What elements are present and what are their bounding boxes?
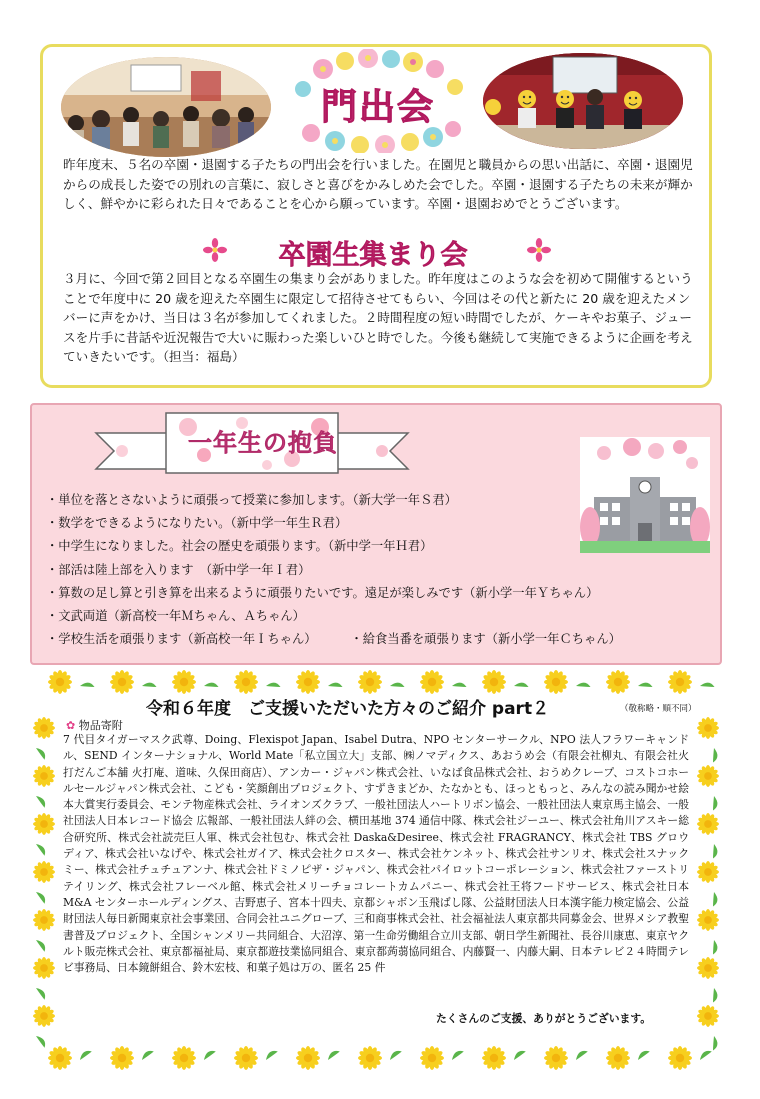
leaf-icon <box>36 890 47 905</box>
thanks-message: たくさんのご支援、ありがとうございます。 <box>436 1012 652 1025</box>
dandelion-icon <box>33 717 55 739</box>
goal-item: ・算数の足し算と引き算を出来るように頑張りたいです。遠足が楽しみです（新小学一年Ｙちゃん） <box>46 585 599 600</box>
leaf-icon <box>450 1049 465 1060</box>
leaf-icon <box>36 1034 47 1049</box>
leaf-icon <box>452 680 467 691</box>
leaf-icon <box>80 680 95 691</box>
dandelion-icon <box>668 1046 692 1070</box>
goal-item <box>46 628 726 651</box>
dandelion-icon <box>420 1046 444 1070</box>
leaf-icon <box>36 938 47 953</box>
dandelion-icon <box>697 957 719 979</box>
leaf-icon <box>698 1049 713 1060</box>
leaf-icon <box>388 1049 403 1060</box>
leaf-icon <box>709 892 720 907</box>
leaf-icon <box>709 748 720 763</box>
leaf-icon <box>709 988 720 1003</box>
farewell-party-photo <box>61 57 271 157</box>
leaf-icon <box>142 680 157 691</box>
goal-item-left: ・学校生活を頑張ります（新高校一年Ｉちゃん） <box>46 632 311 647</box>
dandelion-icon <box>358 1046 382 1070</box>
dandelion-icon <box>697 1005 719 1027</box>
leaf-icon <box>636 1049 651 1060</box>
supporters-title: 令和６年度 ご支援いただいた方々のご紹介 part２ <box>146 699 550 719</box>
dandelion-icon <box>697 861 719 883</box>
dandelion-icon <box>48 1046 72 1070</box>
dandelion-icon <box>33 957 55 979</box>
dandelion-icon <box>33 861 55 883</box>
dandelion-icon <box>172 670 196 694</box>
dandelion-icon <box>33 813 55 835</box>
leaf-icon <box>709 796 720 811</box>
leaf-icon <box>328 680 343 691</box>
leaf-icon <box>78 1049 93 1060</box>
leaf-icon <box>202 1049 217 1060</box>
leaf-icon <box>574 1049 589 1060</box>
goals-section <box>30 403 722 665</box>
dandelion-icon <box>358 670 382 694</box>
supporters-section <box>30 670 722 1070</box>
dandelion-icon <box>420 670 444 694</box>
donation-category <box>66 717 123 733</box>
alumni-title: 卒園生集まり会 <box>278 240 468 271</box>
dandelion-icon <box>234 1046 258 1070</box>
leaf-icon <box>709 844 720 859</box>
dandelion-icon <box>697 765 719 787</box>
leaf-icon <box>36 986 47 1001</box>
leaf-icon <box>36 794 47 809</box>
sakura-icon <box>527 238 551 262</box>
leaf-icon <box>266 680 281 691</box>
leaf-icon <box>390 680 405 691</box>
leaf-icon <box>700 680 715 691</box>
dandelion-icon <box>33 1005 55 1027</box>
goals-list <box>46 489 726 651</box>
dandelion-icon <box>33 765 55 787</box>
leaf-icon <box>264 1049 279 1060</box>
monde-title: 門出会 <box>320 87 435 128</box>
dandelion-icon <box>544 1046 568 1070</box>
leaf-icon <box>36 842 47 857</box>
donation-category-label: 物品寄附 <box>78 719 123 732</box>
dandelion-icon <box>48 670 72 694</box>
leaf-icon <box>709 940 720 955</box>
dandelion-icon <box>606 670 630 694</box>
supporters-note: （敬称略・順不同） <box>620 704 697 714</box>
goal-item-right: ・給食当番を頑張ります（新小学一年Ｃちゃん） <box>350 632 621 647</box>
dandelion-icon <box>482 1046 506 1070</box>
goals-banner <box>92 405 412 485</box>
dandelion-icon <box>296 1046 320 1070</box>
dandelion-icon <box>668 670 692 694</box>
goals-title: 一年生の抱負 <box>188 429 338 457</box>
goal-item: ・中学生になりました。社会の歴史を頑張ります。（新中学一年Ｈ君） <box>46 539 433 554</box>
leaf-icon <box>326 1049 341 1060</box>
goal-item: ・数学をできるようになりたい。（新中学一年生Ｒ君） <box>46 516 348 531</box>
leaf-icon <box>576 680 591 691</box>
dandelion-icon <box>544 670 568 694</box>
dandelion-icon <box>110 670 134 694</box>
leaf-icon <box>512 1049 527 1060</box>
goal-item: ・単位を落とさないように頑張って授業に参加します。（新大学一年Ｓ君） <box>46 493 457 507</box>
dandelion-icon <box>482 670 506 694</box>
flower-icon: ✿ <box>66 719 76 732</box>
monde-body: 昨年度末、５名の卒園・退園する子たちの門出会を行いました。在園児と職員からの思い出話に、卒園・退園児からの成長した姿での別れの言葉に、寂しさと喜びをかみしめた会でした。卒園・退園する子たちの未来が輝かしく、鮮やかに彩られた日々であることを心から願っています。卒園・退園おめでとうございます。 <box>63 157 693 212</box>
dandelion-icon <box>697 813 719 835</box>
leaf-icon <box>204 680 219 691</box>
dandelion-icon <box>33 909 55 931</box>
dandelion-icon <box>296 670 320 694</box>
monde-section <box>40 44 712 388</box>
supporters-list: 7 代目タイガーマスク武尊、Doing、Flexispot Japan、Isabel Dutra、NPO センターサークル、NPO 法人フラワーキャンドル、SEND インターナショナル、World Mate「私立国立大」支部、㈱ノマディクス、あおうめ会（有限会社柳丸、有限会社火打だんご本舗 火打庵、道味、久保田商店）、アンカー・ジャパン株式会社、いなば食品株式会社、おうめクレープ、コストコホールセールジャパン株式会社、こども・笑顔創出プロジェクト、すずきまどか、たなかとも、ほっともっと、みんなの読み聞かせ絵本大賞実行委員会、モンテ物産株式会社、ライオンズクラブ、一般社団法人ハートリボン協会、一般社団法人東京馬主協会、一般社団法人日本レコード協会 広報部、一般社団法人絆の会、横田基地 374 通信中隊、株式会社ジーユー、株式会社角川アスキー総合研究所、株式会社読売巨人軍、株式会社包む、株式会社 Daska&Desiree、株式会社 FRAGRANCY、株式会社 TBS グロウディア、株式会社いなげや、株式会社ガイア、株式会社クロスター、株式会社ケンネット、株式会社サンリオ、株式会社スナックミー、株式会社チュチュアンナ、株式会社ドミノピザ・ジャパン、株式会社パイロットコーポレーション、株式会社ファーストリテイリング、株式会社フレーベル館、株式会社メリーチョコレートカムパニー、株式会社王将フードサービス、株式会社日本 M&A センターホールディングス、吉野恵子、宮本十四夫、京都シャボン玉飛ばし隊、公益財団法人日本漢字能力検定協会、公益財団法人毎日新聞東京社会事業団、合同会社ユニグローブ、三和商事株式会社、社会福祉法人東京都共同募金会、世界メシア教聖書普及プロジェクト、全国シャンメリー共同組合、大沼淳、第一生命労働組合立川支部、朝日学生新聞社、長谷川康恵、東京ヤクルト販売株式会社、東京都福祉局、東京都遊技業協同組合、東京都蒟蒻協同組合、内藤賢一、内藤大嗣、日本テレビ２４時間テレビ事務局、日本鏡餅組合、鈴木宏枝、和菓子処は万の、匿名 25 件 <box>63 733 689 975</box>
leaf-icon <box>36 746 47 761</box>
monde-title-wreath <box>283 49 473 153</box>
dandelion-icon <box>697 909 719 931</box>
dandelion-icon <box>606 1046 630 1070</box>
dandelion-icon <box>172 1046 196 1070</box>
goal-item: ・部活は陸上部を入ります （新中学一年Ｉ君） <box>46 562 311 577</box>
alumni-gathering-photo <box>483 53 683 149</box>
goal-item: ・文武両道（新高校一年Ｍちゃん、Ａちゃん） <box>46 608 305 623</box>
leaf-icon <box>514 680 529 691</box>
leaf-icon <box>140 1049 155 1060</box>
alumni-body: ３月に、今回で第２回目となる卒園生の集まり会がありました。昨年度はこのような会を初めて開催するということで年度中に 20 歳を迎えた卒園生に限定して招待させてもらい、今回はその代と新たに 20 歳を迎えたメンバーに声をかけ、当日は３名が参加してくれました。２時間程度の短い時間でしたが、ケーキやお菓子、ジュースを片手に昔話や近況報告で大いに賑わった楽しいひと時でした。今後も継続して実施できるように企画を考えていきたいです。（担当：福島） <box>63 271 693 365</box>
dandelion-icon <box>110 1046 134 1070</box>
leaf-icon <box>638 680 653 691</box>
dandelion-icon <box>234 670 258 694</box>
dandelion-icon <box>697 717 719 739</box>
leaf-icon <box>709 1036 720 1051</box>
